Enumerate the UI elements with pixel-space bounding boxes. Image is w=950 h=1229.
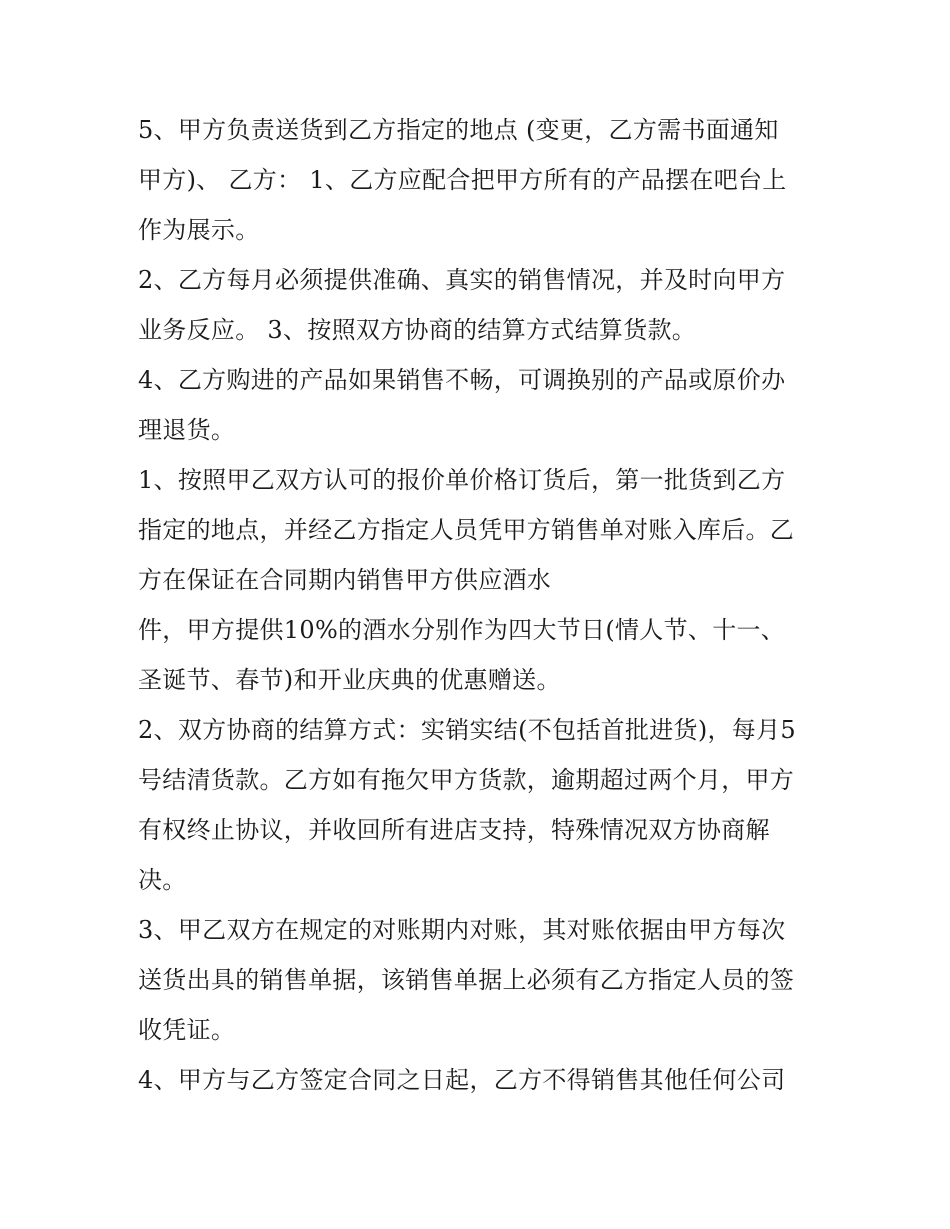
text-line: 2、乙方每月必须提供准确、真实的销售情况，并及时向甲方 — [138, 266, 786, 294]
text-line: 5、甲方负责送货到乙方指定的地点 (变更，乙方需书面通知 — [138, 116, 779, 144]
text-line: 决。 — [138, 866, 187, 894]
text-line: 业务反应。 3、按照双方协商的结算方式结算货款。 — [138, 316, 697, 344]
contract-text-body — [138, 105, 818, 1105]
text-line: 方在保证在合同期内销售甲方供应酒水 — [138, 566, 552, 594]
text-line: 理退货。 — [138, 416, 236, 444]
text-line: 送货出具的销售单据，该销售单据上必须有乙方指定人员的签 — [138, 966, 795, 994]
text-line: 1、按照甲乙双方认可的报价单价格订货后，第一批货到乙方 — [138, 466, 786, 494]
text-line: 3、甲乙双方在规定的对账期内对账，其对账依据由甲方每次 — [138, 916, 786, 944]
text-line: 收凭证。 — [138, 1016, 236, 1044]
text-line: 有权终止协议，并收回所有进店支持，特殊情况双方协商解 — [138, 816, 770, 844]
text-line: 件，甲方提供10%的酒水分别作为四大节日(情人节、十一、 — [138, 616, 786, 644]
text-line: 甲方)、 乙方： 1、乙方应配合把甲方所有的产品摆在吧台上 — [138, 166, 787, 194]
text-line: 圣诞节、春节)和开业庆典的优惠赠送。 — [138, 666, 561, 694]
text-line: 号结清货款。乙方如有拖欠甲方货款，逾期超过两个月，甲方 — [138, 766, 795, 794]
text-line: 指定的地点，并经乙方指定人员凭甲方销售单对账入库后。乙 — [138, 516, 795, 544]
text-line: 4、乙方购进的产品如果销售不畅，可调换别的产品或原价办 — [138, 366, 786, 394]
text-line: 作为展示。 — [138, 216, 260, 244]
text-line: 2、双方协商的结算方式：实销实结(不包括首批进货)，每月5 — [138, 716, 796, 744]
text-line: 4、甲方与乙方签定合同之日起，乙方不得销售其他任何公司 — [138, 1066, 786, 1094]
